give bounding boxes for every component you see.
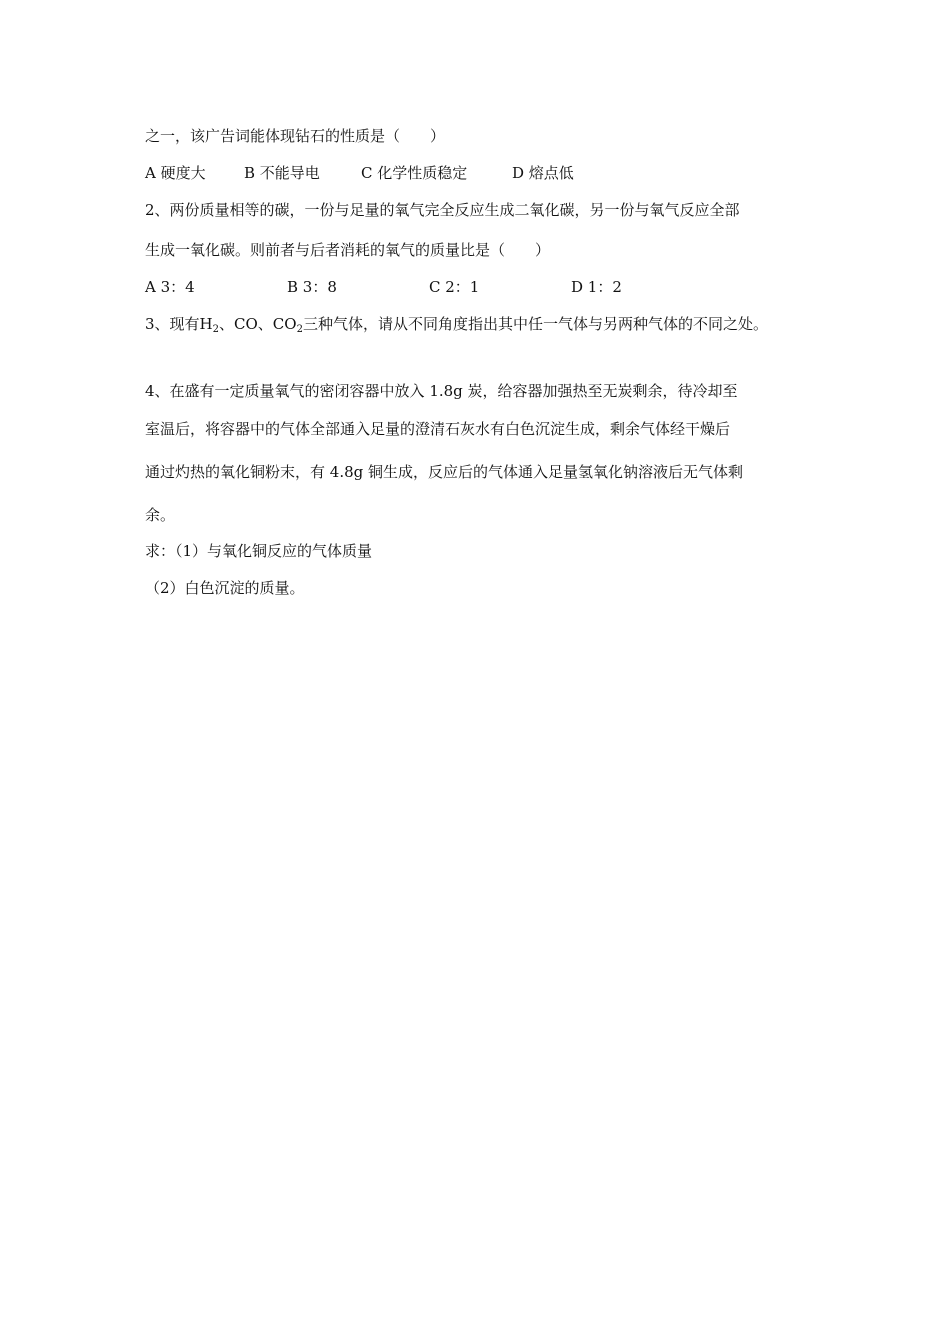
q3-subscript-1: 2	[212, 324, 219, 335]
q4-stem-line3: 通过灼热的氧化铜粉末，有 4.8g 铜生成，反应后的气体通入足量氢氧化钠溶液后无气体剩	[145, 463, 743, 481]
q3-text-suffix: 三种气体，请从不同角度指出其中任一气体与另两种气体的不同之处。	[302, 315, 768, 333]
q2-option-c: C 2：1	[429, 278, 480, 296]
q1-option-a: A 硬度大	[145, 164, 206, 182]
q3-stem	[145, 314, 768, 340]
q2-stem-line2: 生成一氧化碳。则前者与后者消耗的氧气的质量比是（ ）	[145, 241, 551, 259]
q3-subscript-2: 2	[296, 324, 303, 335]
q4-ask-2: （2）白色沉淀的质量。	[145, 579, 305, 597]
q1-stem: 之一，该广告词能体现钻石的性质是（ ）	[145, 127, 446, 145]
q3-text-mid: 、CO、CO	[219, 315, 297, 333]
q2-option-a: A 3：4	[145, 278, 195, 296]
q2-option-b: B 3：8	[287, 278, 337, 296]
q4-stem-line4: 余。	[145, 506, 176, 524]
q3-text-prefix: 3、现有H	[145, 315, 213, 333]
q2-option-d: D 1：2	[571, 278, 622, 296]
q4-stem-line2: 室温后，将容器中的气体全部通入足量的澄清石灰水有白色沉淀生成，剩余气体经干燥后	[145, 420, 731, 438]
q1-option-b: B 不能导电	[244, 164, 320, 182]
q2-stem-line1: 2、两份质量相等的碳，一份与足量的氧气完全反应生成二氧化碳，另一份与氧气反应全部	[145, 201, 740, 219]
q4-ask-1: 求：（1）与氧化铜反应的气体质量	[145, 542, 373, 560]
q1-option-d: D 熔点低	[512, 164, 574, 182]
q4-stem-line1: 4、在盛有一定质量氧气的密闭容器中放入 1.8g 炭，给容器加强热至无炭剩余，待冷却至	[145, 382, 738, 400]
q1-option-c: C 化学性质稳定	[361, 164, 468, 182]
